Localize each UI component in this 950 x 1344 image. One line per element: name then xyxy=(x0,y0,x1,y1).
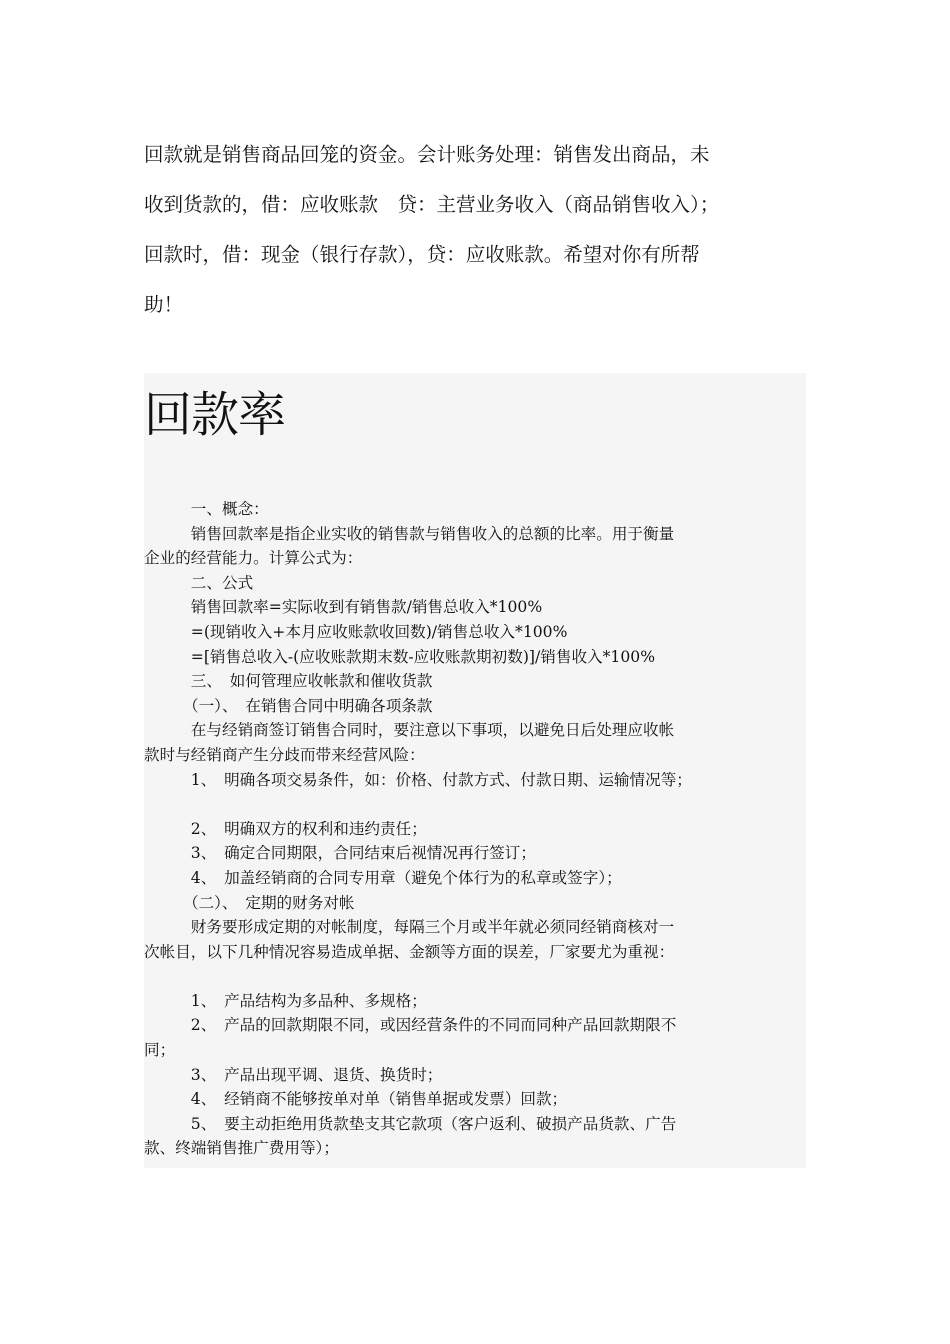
body-line: 销售回款率=实际收到有销售款/销售总收入*100% xyxy=(144,598,543,617)
article-title: 回款率 xyxy=(144,387,286,443)
body-line: 1、 明确各项交易条件，如：价格、付款方式、付款日期、运输情况等； xyxy=(144,770,692,789)
intro-line: 收到货款的，借：应收账款 贷：主营业务收入（商品销售收入）； xyxy=(144,193,720,216)
blank-line xyxy=(144,964,806,989)
intro-line: 回款就是销售商品回笼的资金。会计账务处理：销售发出商品，未 xyxy=(144,143,710,166)
body-line: 次帐目，以下几种情况容易造成单据、金额等方面的误差，厂家要尤为重视： xyxy=(144,942,675,961)
intro-paragraph xyxy=(144,130,804,330)
intro-line: 助！ xyxy=(144,293,184,316)
body-line: =[销售总收入-(应收账款期末数-应收账款期初数)]/销售收入*100% xyxy=(144,647,656,666)
body-line: 企业的经营能力。计算公式为： xyxy=(144,549,363,568)
intro-line: 回款时，借：现金（银行存款），贷：应收账款。希望对你有所帮 xyxy=(144,243,700,266)
body-line: 3、 产品出现平调、退货、换货时； xyxy=(144,1065,443,1084)
body-line: 二、公式 xyxy=(144,573,254,592)
body-line: 3、 确定合同期限，合同结束后视情况再行签订； xyxy=(144,844,536,863)
body-line: 4、 加盖经销商的合同专用章（避免个体行为的私章或签字）； xyxy=(144,868,622,887)
body-line: 销售回款率是指企业实收的销售款与销售收入的总额的比率。用于衡量 xyxy=(144,524,675,543)
blank-line xyxy=(144,792,806,817)
body-line: =(现销收入+本月应收账款收回数)/销售总收入*100% xyxy=(144,622,568,641)
body-line: （二）、 定期的财务对帐 xyxy=(144,893,355,912)
body-line: 2、 产品的回款期限不同，或因经营条件的不同而同种产品回款期限不 xyxy=(144,1016,677,1035)
body-line: 财务要形成定期的对帐制度，每隔三个月或半年就必须同经销商核对一 xyxy=(144,918,675,937)
body-line: 2、 明确双方的权利和违约责任； xyxy=(144,819,427,838)
body-line: 同； xyxy=(144,1041,176,1060)
body-line: 款、终端销售推广费用等）； xyxy=(144,1139,339,1158)
body-line: 款时与经销商产生分歧而带来经营风险： xyxy=(144,745,425,764)
body-line: 1、 产品结构为多品种、多规格； xyxy=(144,991,427,1010)
body-line: 4、 经销商不能够按单对单（销售单据或发票）回款； xyxy=(144,1090,568,1109)
body-line: 三、 如何管理应收帐款和催收货款 xyxy=(144,672,433,691)
article-body xyxy=(144,497,806,1161)
body-line: 一、概念： xyxy=(144,500,269,518)
body-line: （一）、 在销售合同中明确各项条款 xyxy=(144,696,433,715)
body-line: 在与经销商签订销售合同时，要注意以下事项，以避免日后处理应收帐 xyxy=(144,721,675,740)
article-panel xyxy=(144,373,806,1168)
body-line: 5、 要主动拒绝用货款垫支其它款项（客户返利、破损产品货款、广告 xyxy=(144,1114,677,1133)
